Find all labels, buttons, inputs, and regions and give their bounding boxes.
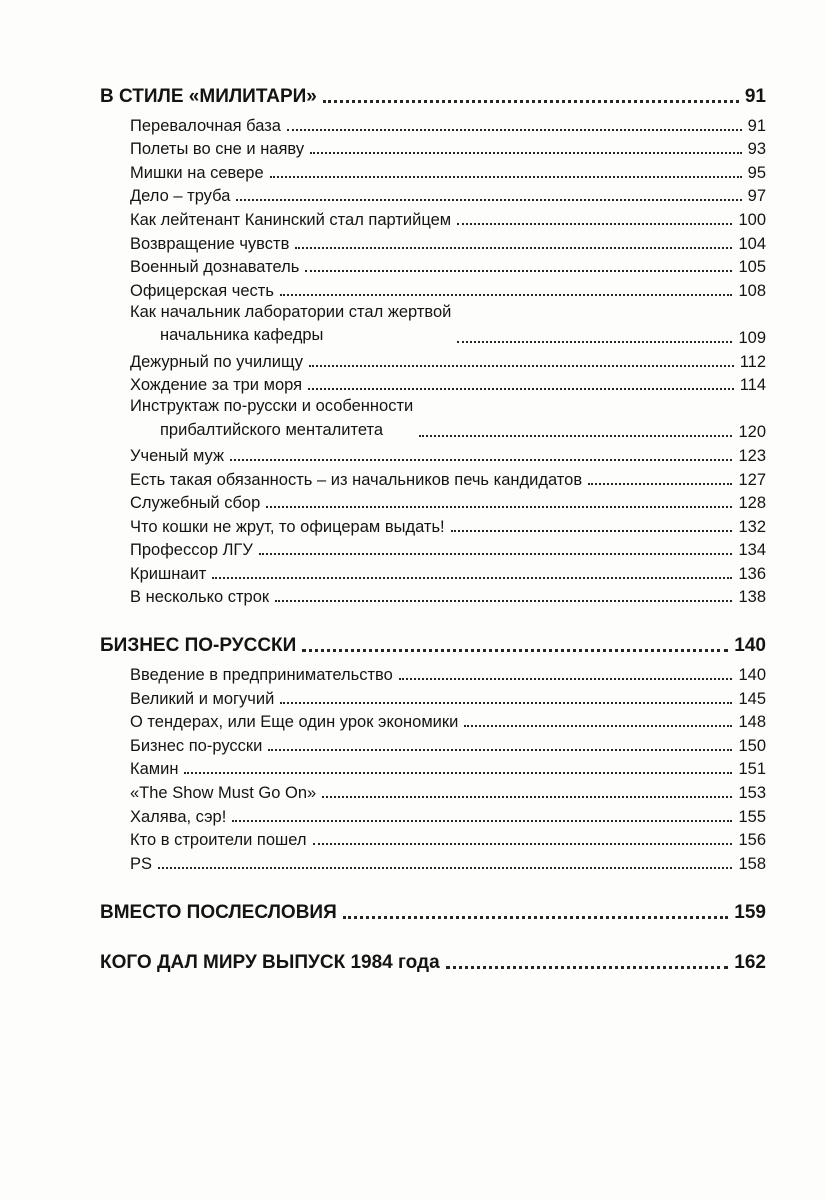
dot-leader bbox=[323, 100, 739, 103]
dot-leader bbox=[588, 483, 732, 485]
section-heading bbox=[100, 631, 766, 657]
dot-leader bbox=[295, 247, 732, 249]
entry-page-number: 123 bbox=[738, 446, 766, 465]
toc-entry bbox=[100, 442, 766, 466]
entry-title bbox=[130, 117, 281, 136]
entry-title bbox=[130, 235, 289, 254]
toc-entry bbox=[100, 230, 766, 254]
entry-title-line: Хождение за три моря bbox=[130, 376, 303, 395]
entry-title bbox=[130, 447, 224, 466]
section-page-number: 91 bbox=[744, 86, 766, 107]
entry-title-line: Возвращение чувств bbox=[130, 234, 290, 253]
dot-leader bbox=[457, 341, 732, 343]
entry-page-number: 112 bbox=[739, 352, 766, 371]
entry-title bbox=[130, 282, 274, 301]
dot-leader bbox=[451, 530, 733, 532]
dot-leader bbox=[308, 388, 734, 390]
toc-entry bbox=[100, 685, 766, 709]
entry-title bbox=[130, 471, 582, 490]
entry-title bbox=[130, 140, 304, 159]
entry-title-line: Инструктаж по-русски и особенности bbox=[130, 397, 414, 416]
entry-page-number: 153 bbox=[738, 784, 766, 803]
section-page-number: 140 bbox=[734, 635, 766, 657]
section-page-number: 162 bbox=[734, 951, 766, 973]
dot-leader bbox=[212, 577, 732, 579]
toc-entry bbox=[100, 277, 766, 301]
entry-page-number: 108 bbox=[738, 281, 766, 300]
toc-entry bbox=[100, 183, 766, 207]
dot-leader bbox=[280, 294, 733, 296]
toc-entry bbox=[100, 537, 766, 561]
entry-title bbox=[130, 713, 458, 732]
entry-page-number: 100 bbox=[738, 210, 766, 229]
entry-title-line: Великий и могучий bbox=[130, 689, 275, 708]
dot-leader bbox=[275, 600, 732, 602]
dot-leader bbox=[230, 459, 732, 461]
toc-entry bbox=[100, 254, 766, 278]
entry-title-line: Кришнаит bbox=[130, 564, 207, 583]
entry-title bbox=[130, 494, 260, 513]
entry-title-line: Введение в предпринимательство bbox=[130, 666, 393, 685]
toc-entry bbox=[100, 490, 766, 514]
entry-title-line: Военный дознаватель bbox=[130, 258, 300, 277]
toc-entry bbox=[100, 779, 766, 803]
dot-leader bbox=[236, 199, 741, 201]
toc-entry bbox=[100, 560, 766, 584]
toc-entry bbox=[100, 159, 766, 183]
entry-page-number: 134 bbox=[738, 541, 766, 560]
entry-title-line: Полеты во сне и наяву bbox=[130, 140, 305, 159]
entry-page-number: 155 bbox=[738, 807, 766, 826]
entry-title-line: Перевалочная база bbox=[130, 116, 281, 135]
toc-entry bbox=[100, 112, 766, 136]
section-title: БИЗНЕС ПО-РУССКИ bbox=[100, 635, 297, 657]
entry-title-line: прибалтийского менталитета bbox=[160, 420, 384, 439]
entry-title bbox=[130, 760, 178, 779]
entry-title bbox=[130, 565, 206, 584]
dot-leader bbox=[184, 772, 732, 774]
entry-page-number: 132 bbox=[738, 517, 766, 536]
section-heading bbox=[100, 82, 766, 108]
toc-entry bbox=[100, 584, 766, 608]
dot-leader bbox=[305, 270, 732, 272]
entry-title-line: Мишки на севере bbox=[130, 163, 264, 182]
entry-title bbox=[130, 301, 451, 348]
entry-page-number: 156 bbox=[738, 831, 766, 850]
entry-page-number: 104 bbox=[738, 234, 766, 253]
entry-page-number: 145 bbox=[738, 689, 766, 708]
toc-entry bbox=[100, 206, 766, 230]
entry-title-line: Камин bbox=[130, 760, 179, 779]
entry-title bbox=[130, 353, 303, 372]
entry-title-line: Халява, сэр! bbox=[130, 807, 227, 826]
toc-section bbox=[100, 631, 766, 873]
dot-leader bbox=[302, 649, 728, 652]
entry-title-line: Дежурный по училищу bbox=[130, 352, 304, 371]
dot-leader bbox=[280, 702, 732, 704]
dot-leader bbox=[310, 152, 742, 154]
toc-entry bbox=[100, 827, 766, 851]
entry-title bbox=[130, 211, 451, 230]
entry-page-number: 105 bbox=[738, 258, 766, 277]
toc-entry bbox=[100, 301, 766, 348]
section-title: КОГО ДАЛ МИРУ ВЫПУСК 1984 года bbox=[100, 951, 440, 973]
section-page-number: 159 bbox=[734, 901, 766, 923]
toc-section bbox=[100, 898, 766, 924]
dot-leader bbox=[446, 966, 729, 969]
entry-page-number: 150 bbox=[738, 736, 766, 755]
entry-page-number: 128 bbox=[738, 494, 766, 513]
entry-page-number: 158 bbox=[738, 854, 766, 873]
entry-title bbox=[130, 164, 264, 183]
entry-title bbox=[130, 518, 445, 537]
dot-leader bbox=[268, 749, 732, 751]
entry-title bbox=[130, 784, 316, 803]
toc-entry bbox=[100, 756, 766, 780]
toc-entry bbox=[100, 803, 766, 827]
entry-title bbox=[130, 737, 262, 756]
entry-title bbox=[130, 690, 274, 709]
section-heading bbox=[100, 898, 766, 924]
entry-page-number: 97 bbox=[747, 187, 766, 206]
toc-section bbox=[100, 948, 766, 974]
entry-title-line: начальника кафедры bbox=[160, 326, 324, 345]
entry-page-number: 136 bbox=[738, 564, 766, 583]
entry-page-number: 148 bbox=[738, 713, 766, 732]
entry-page-number: 120 bbox=[738, 423, 766, 442]
entry-title bbox=[130, 588, 269, 607]
entry-title-line: Что кошки не жрут, то офицерам выдать! bbox=[130, 517, 445, 536]
toc-entry bbox=[100, 372, 766, 396]
dot-leader bbox=[270, 176, 742, 178]
entry-title bbox=[130, 808, 226, 827]
dot-leader bbox=[343, 916, 729, 919]
dot-leader bbox=[287, 129, 742, 131]
table-of-contents bbox=[100, 82, 766, 998]
entry-title-line: Служебный сбор bbox=[130, 494, 261, 513]
toc-entry bbox=[100, 136, 766, 160]
entry-title bbox=[130, 666, 393, 685]
entry-title bbox=[130, 376, 302, 395]
entry-title bbox=[130, 831, 307, 850]
entry-title-line: Как лейтенант Канинский стал партийцем bbox=[130, 210, 452, 229]
entry-page-number: 95 bbox=[747, 163, 766, 182]
dot-leader bbox=[322, 796, 732, 798]
dot-leader bbox=[464, 725, 732, 727]
dot-leader bbox=[419, 435, 732, 437]
dot-leader bbox=[232, 820, 732, 822]
entry-title bbox=[130, 187, 230, 206]
dot-leader bbox=[259, 553, 733, 555]
section-title: ВМЕСТО ПОСЛЕСЛОВИЯ bbox=[100, 901, 337, 923]
entry-title-line: Ученый муж bbox=[130, 446, 225, 465]
toc-entry bbox=[100, 709, 766, 733]
toc-entry bbox=[100, 466, 766, 490]
entry-title-line: «The Show Must Go On» bbox=[130, 784, 317, 803]
entry-title-line: Есть такая обязанность – из начальников печь кандидатов bbox=[130, 470, 583, 489]
toc-entry bbox=[100, 348, 766, 372]
dot-leader bbox=[158, 867, 732, 869]
entry-title bbox=[130, 258, 299, 277]
entry-title-line: О тендерах, или Еще один урок экономики bbox=[130, 713, 459, 732]
entry-title-line: Кто в строители пошел bbox=[130, 831, 307, 850]
entry-title bbox=[130, 855, 152, 874]
entry-page-number: 114 bbox=[739, 376, 766, 395]
entry-title-line: Бизнес по-русски bbox=[130, 736, 263, 755]
section-heading bbox=[100, 948, 766, 974]
entry-page-number: 127 bbox=[738, 470, 766, 489]
dot-leader bbox=[266, 506, 732, 508]
toc-entry bbox=[100, 732, 766, 756]
entry-page-number: 138 bbox=[738, 588, 766, 607]
dot-leader bbox=[457, 223, 732, 225]
entry-page-number: 151 bbox=[738, 760, 766, 779]
entry-title-line: Дело – труба bbox=[130, 187, 231, 206]
dot-leader bbox=[309, 365, 734, 367]
entry-page-number: 140 bbox=[738, 666, 766, 685]
dot-leader bbox=[313, 843, 733, 845]
entry-title-line: Профессор ЛГУ bbox=[130, 541, 253, 560]
entry-title bbox=[130, 541, 253, 560]
entry-title-line: Как начальник лаборатории стал жертвой bbox=[130, 302, 452, 321]
entry-page-number: 91 bbox=[747, 116, 766, 135]
toc-entry bbox=[100, 661, 766, 685]
entry-title-line: PS bbox=[130, 854, 153, 873]
entry-title bbox=[130, 395, 413, 442]
entry-page-number: 109 bbox=[738, 328, 766, 347]
dot-leader bbox=[399, 678, 733, 680]
entry-title-line: Офицерская честь bbox=[130, 281, 274, 300]
toc-entry bbox=[100, 395, 766, 442]
entry-page-number: 93 bbox=[747, 140, 766, 159]
toc-entry bbox=[100, 850, 766, 874]
toc-entry bbox=[100, 513, 766, 537]
section-title: В СТИЛЕ «МИЛИТАРИ» bbox=[100, 86, 317, 107]
toc-section bbox=[100, 82, 766, 607]
entry-title-line: В несколько строк bbox=[130, 588, 270, 607]
